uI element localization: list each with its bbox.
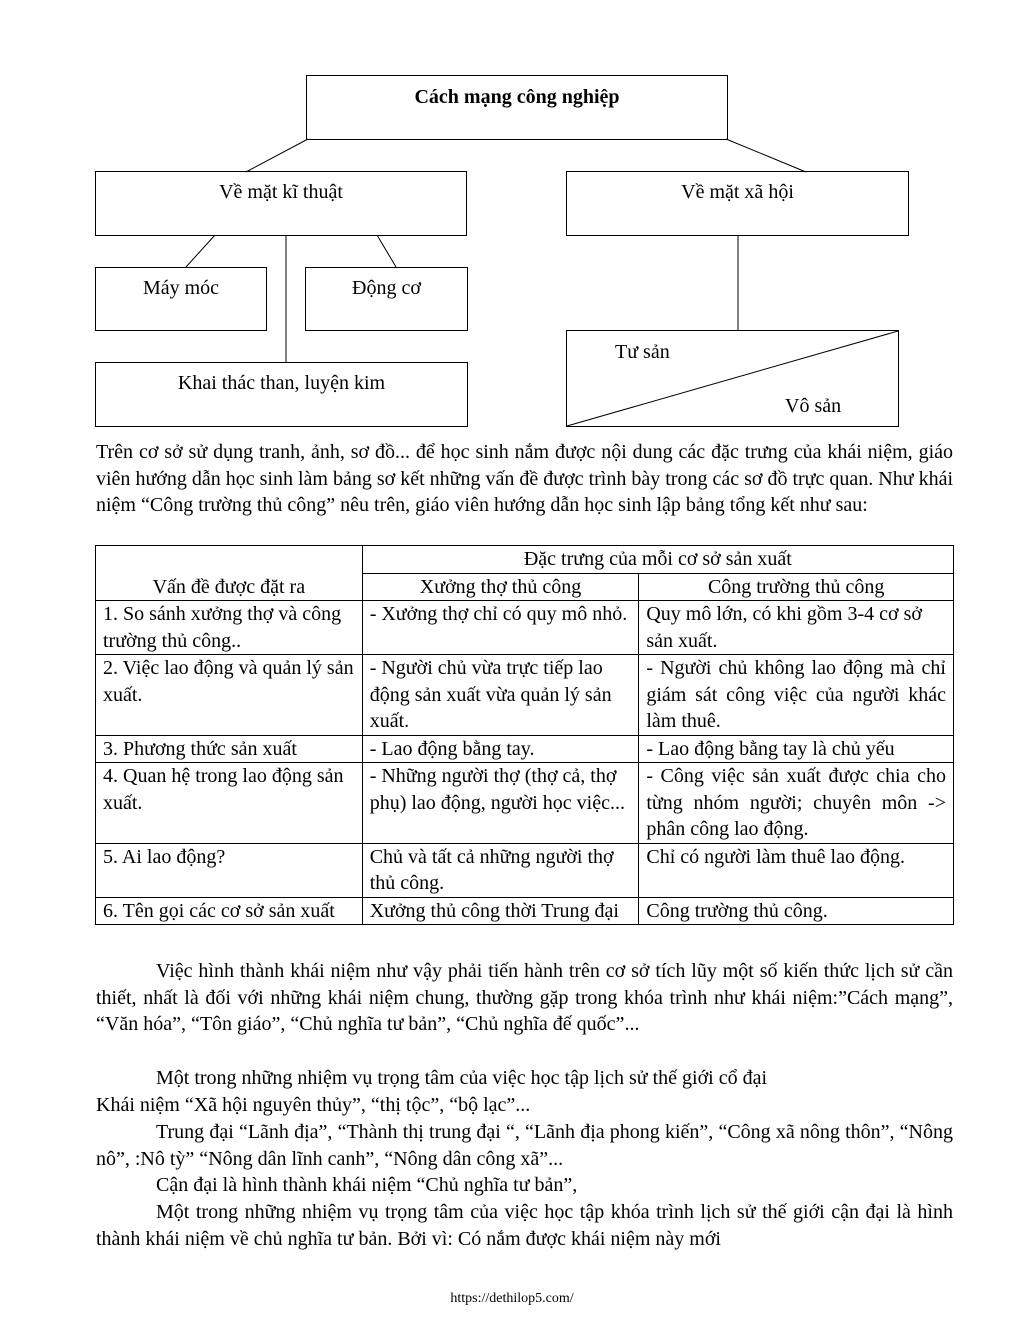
body-paragraph-3: Khái niệm “Xã hội nguyên thủy”, “thị tộc”, “bộ lạc”... bbox=[96, 1094, 531, 1116]
summary-table bbox=[95, 545, 954, 925]
footer-url[interactable]: https://dethilop5.com/ bbox=[450, 1291, 574, 1306]
body-paragraph-2: Một trong những nhiệm vụ trọng tâm của việc học tập lịch sử thế giới cổ đại bbox=[156, 1067, 768, 1089]
engines-label: Động cơ bbox=[352, 277, 421, 299]
mining-label: Khai thác than, luyện kim bbox=[177, 372, 386, 394]
manufactory-cell: - Lao động bằng tay là chủ yếu bbox=[639, 735, 954, 763]
technical-aspect-box bbox=[95, 171, 467, 236]
body-paragraph-4: Trung đại “Lãnh địa”, “Thành thị trung đại “, “Lãnh địa phong kiến”, “Công xã nông thôn”, “Nông nô”, :Nô tỳ” “Nông dân lĩnh canh”, “Nông dân công xã”... bbox=[96, 1121, 953, 1170]
issue-cell: 1. So sánh xưởng thợ và công trường thủ công.. bbox=[96, 601, 363, 655]
issue-cell: 6. Tên gọi các cơ sở sản xuất bbox=[96, 897, 363, 925]
social-aspect-label: Về mặt xã hội bbox=[681, 181, 794, 203]
root-concept-box bbox=[306, 75, 728, 140]
table-row bbox=[96, 843, 954, 897]
workshop-cell: - Lao động bằng tay. bbox=[362, 735, 639, 763]
col2-header-cell bbox=[639, 573, 954, 601]
issue-header: Vấn đề được đặt ra bbox=[152, 575, 306, 598]
manufactory-cell: Chỉ có người làm thuê lao động. bbox=[639, 843, 954, 897]
manufactory-cell: Quy mô lớn, có khi gồm 3-4 cơ sở sản xuất. bbox=[639, 601, 954, 655]
workshop-cell: - Những người thợ (thợ cả, thợ phụ) lao động, người học việc... bbox=[362, 763, 639, 844]
table-row bbox=[96, 601, 954, 655]
col1-header: Xưởng thợ thủ công bbox=[419, 575, 582, 598]
issue-header-cell bbox=[96, 546, 363, 601]
body-paragraph-1: Việc hình thành khái niệm như vậy phải tiến hành trên cơ sở tích lũy một số kiến thức lịch sử cần thiết, nhất là đối với những khái niệm chung, thường gặp trong khóa trình như khái niệm:”Cách mạng”, “Văn hóa”, “Tôn giáo”, “Chủ nghĩa tư bản”, “Chủ nghĩa đế quốc”... bbox=[96, 960, 953, 1035]
table-row bbox=[96, 763, 954, 844]
table-row bbox=[96, 655, 954, 736]
root-concept-label: Cách mạng công nghiệp bbox=[414, 86, 620, 108]
body-paragraph-5: Cận đại là hình thành khái niệm “Chủ nghĩa tư bản”, bbox=[156, 1174, 578, 1196]
workshop-cell: Chủ và tất cả những người thợ thủ công. bbox=[362, 843, 639, 897]
machines-box bbox=[95, 267, 267, 331]
workshop-cell: - Người chủ vừa trực tiếp lao động sản xuất vừa quản lý sản xuất. bbox=[362, 655, 639, 736]
table-header-row bbox=[96, 546, 954, 574]
machines-label: Máy móc bbox=[142, 277, 220, 299]
manufactory-cell: - Người chủ không lao động mà chỉ giám sát công việc của người khác làm thuê. bbox=[639, 655, 954, 736]
proletariat-label: Vô sản bbox=[785, 395, 842, 417]
issue-cell: 2. Việc lao động và quản lý sản xuất. bbox=[96, 655, 363, 736]
group-header-cell bbox=[362, 546, 953, 574]
social-aspect-box bbox=[566, 171, 909, 236]
issue-cell: 4. Quan hệ trong lao động sản xuất. bbox=[96, 763, 363, 844]
social-classes-box bbox=[566, 330, 899, 427]
table-row bbox=[96, 897, 954, 925]
table-row bbox=[96, 735, 954, 763]
body-paragraph-6: Một trong những nhiệm vụ trọng tâm của việc học tập khóa trình lịch sử thế giới cận đại là hình thành khái niệm về chủ nghĩa tư bản. Bởi vì: Có nắm được khái niệm này mới bbox=[96, 1201, 953, 1250]
manufactory-cell: Công trường thủ công. bbox=[639, 897, 954, 925]
bourgeois-label: Tư sản bbox=[615, 341, 670, 363]
group-header: Đặc trưng của mỗi cơ sở sản xuất bbox=[523, 548, 792, 570]
mining-box bbox=[95, 362, 468, 427]
col2-header: Công trường thủ công bbox=[707, 575, 885, 598]
workshop-cell: Xưởng thủ công thời Trung đại bbox=[362, 897, 639, 925]
issue-cell: 3. Phương thức sản xuất bbox=[96, 735, 363, 763]
technical-aspect-label: Về mặt kĩ thuật bbox=[219, 181, 343, 203]
manufactory-cell: - Công việc sản xuất được chia cho từng nhóm người; chuyên môn -> phân công lao động. bbox=[639, 763, 954, 844]
workshop-cell: - Xưởng thợ chỉ có quy mô nhỏ. bbox=[362, 601, 639, 655]
intro-paragraph: Trên cơ sở sử dụng tranh, ảnh, sơ đồ... để học sinh nắm được nội dung các đặc trưng của khái niệm, giáo viên hướng dẫn học sinh làm bảng sơ kết những vấn đề được trình bày trong các sơ đồ trực quan. Như khái niệm “Công trường thủ công” nêu trên, giáo viên hướng dẫn học sinh lập bảng tổng kết như sau: bbox=[96, 441, 953, 516]
concept-diagram bbox=[0, 0, 1024, 440]
issue-cell: 5. Ai lao động? bbox=[96, 843, 363, 897]
col1-header-cell bbox=[362, 573, 639, 601]
engines-box bbox=[305, 267, 468, 331]
